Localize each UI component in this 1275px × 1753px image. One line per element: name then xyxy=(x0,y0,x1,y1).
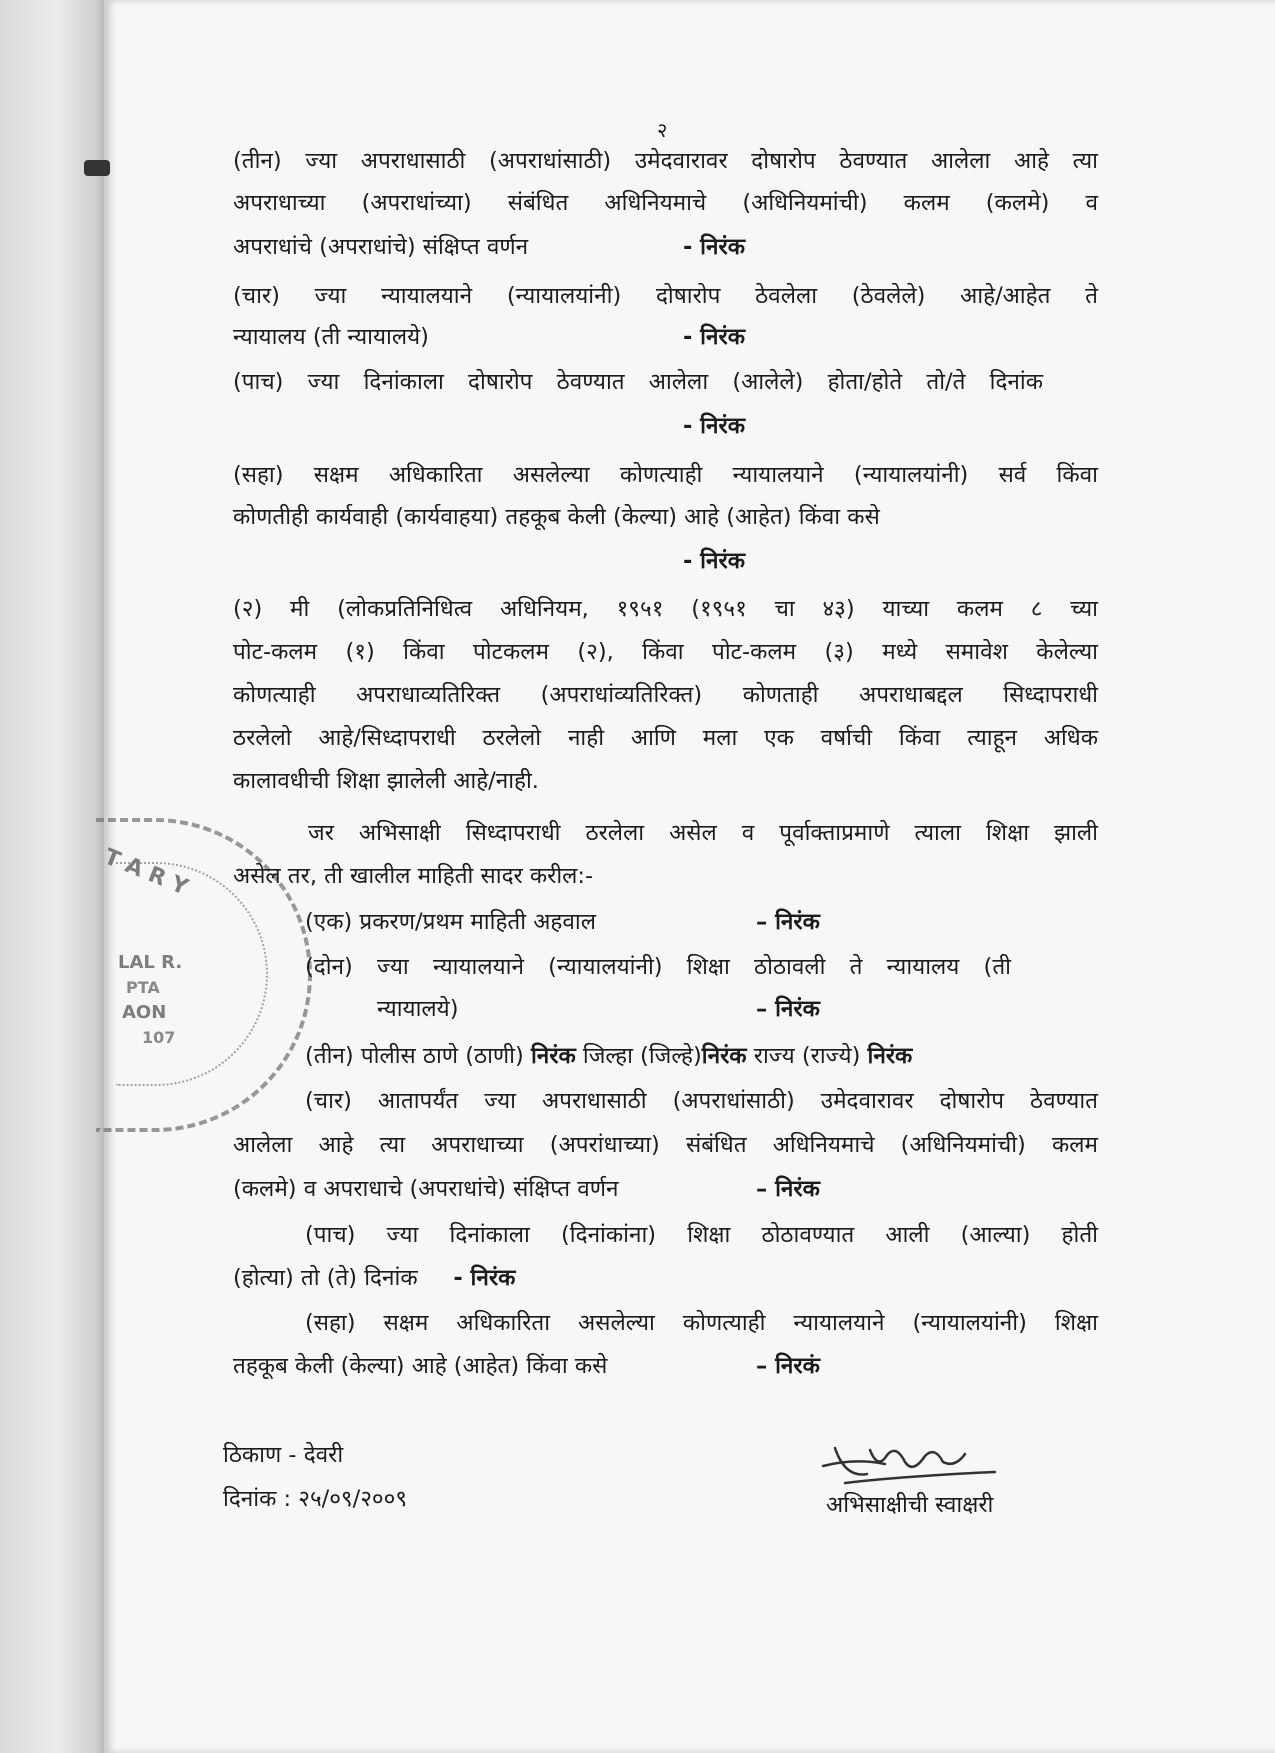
stamp-text-3: AON xyxy=(122,1002,167,1023)
nil-value: निरंक xyxy=(530,1043,576,1069)
text-line: (चार) आतापर्यंत ज्या अपराधासाठी (अपराधांसाठी) उमेदवारावर दोषारोप ठेवण्यात xyxy=(305,1088,1098,1114)
text-line xyxy=(233,1260,515,1296)
text-line: कोणत्याही अपराधाव्यतिरिक्त (अपराधांव्यतिरिक्त) कोणताही अपराधाबद्दल सिध्दापराधी xyxy=(233,682,1098,708)
place-line: ठिकाण - देवरी xyxy=(223,1442,344,1468)
text-segment: (तीन) पोलीस ठाणे (ठाणी) xyxy=(305,1043,524,1069)
nil-value: - निरंक xyxy=(683,413,745,439)
text-line: अपराधांचे (अपराधांचे) संक्षिप्त वर्णन xyxy=(233,234,529,260)
text-line: (कलमे) व अपराधाचे (अपराधांचे) संक्षिप्त वर्णन xyxy=(233,1176,619,1202)
page-number: २ xyxy=(657,118,668,142)
text-line: तहकूब केली (केल्या) आहे (आहेत) किंवा कसे xyxy=(233,1353,608,1379)
text-line: न्यायालय (ती न्यायालये) xyxy=(233,324,429,350)
text-line: न्यायालये) xyxy=(377,996,459,1022)
nil-value-last: निरकं xyxy=(775,1353,820,1379)
nil-value: – निरंक xyxy=(756,909,820,935)
stamp-text-4: 107 xyxy=(142,1028,176,1047)
nil-value: निरंक xyxy=(867,1043,913,1069)
binding-hole xyxy=(84,160,110,176)
nil-value: - निरंक xyxy=(683,234,745,260)
text-line: (एक) प्रकरण/प्रथम माहिती अहवाल xyxy=(305,909,596,935)
stamp-text-2: PTA xyxy=(126,978,160,997)
left-page-edge xyxy=(0,0,104,1753)
text-line: कोणतीही कार्यवाही (कार्यवाहया) तहकूब केली (केल्या) आहे (आहेत) किंवा कसे xyxy=(233,504,880,530)
text-line: (सहा) सक्षम अधिकारिता असलेल्या कोणत्याही न्यायालयाने (न्यायालयांनी) सर्व किंवा xyxy=(233,462,1098,488)
stamp-inner-ring xyxy=(116,862,268,1086)
text-line: पोट-कलम (१) किंवा पोटकलम (२), किंवा पोट-कलम (३) मध्ये समावेश केलेल्या xyxy=(233,639,1098,665)
nil-value: निरंक xyxy=(701,1043,747,1069)
date-line: दिनांक : २५/०९/२००९ xyxy=(223,1486,408,1512)
stamp-text-1: LAL R. xyxy=(118,952,183,973)
text-line: (पाच) ज्या दिनांकाला (दिनांकांना) शिक्षा ठोठावण्यात आली (आल्या) होती xyxy=(305,1222,1098,1248)
nil-value: – निरकं xyxy=(756,1353,820,1379)
text-line xyxy=(305,1038,912,1074)
stamp-text-top: T A R Y xyxy=(100,844,192,901)
text-line: (दोन) ज्या न्यायालयाने (न्यायालयांनी) शिक्षा ठोठावली ते न्यायालय (ती xyxy=(305,954,1011,980)
text-line: (चार) ज्या न्यायालयाने (न्यायालयांनी) दोषारोप ठेवलेला (ठेवलेले) आहे/आहेत ते xyxy=(233,283,1098,309)
text-line: आलेला आहे त्या अपराधाच्या (अपरांधाच्या) संबंधित अधिनियमाचे (अधिनियमांची) कलम xyxy=(233,1132,1098,1158)
text-line: (पाच) ज्या दिनांकाला दोषारोप ठेवण्यात आलेला (आलेले) होता/होते तो/ते दिनांक xyxy=(233,369,1043,395)
text-segment: (होत्या) तो (ते) दिनांक xyxy=(233,1265,418,1291)
nil-value: - निरंक xyxy=(683,548,745,574)
text-line: असेल तर, ती खालील माहिती सादर करील:- xyxy=(233,863,594,889)
signature-label: अभिसाक्षीची स्वाक्षरी xyxy=(826,1492,994,1518)
text-segment: जिल्हा (जिल्हे) xyxy=(582,1043,702,1069)
text-line: (२) मी (लोकप्रतिनिधित्व अधिनियम, १९५१ (१९५१ चा ४३) याच्या कलम ८ च्या xyxy=(233,596,1098,622)
nil-value: – निरंक xyxy=(756,1176,820,1202)
text-line: कालावधीची शिक्षा झालेली आहे/नाही. xyxy=(233,768,539,794)
text-line: जर अभिसाक्षी सिध्दापराधी ठरलेला असेल व पूर्वाक्ताप्रमाणे त्याला शिक्षा झाली xyxy=(308,820,1098,846)
text-line: (तीन) ज्या अपराधासाठी (अपराधांसाठी) उमेदवारावर दोषारोप ठेवण्यात आलेला आहे त्या xyxy=(233,148,1098,174)
nil-value: – निरंक xyxy=(756,996,820,1022)
text-line: (सहा) सक्षम अधिकारिता असलेल्या कोणत्याही न्यायालयाने (न्यायालयांनी) शिक्षा xyxy=(305,1310,1098,1336)
text-segment: राज्य (राज्ये) xyxy=(753,1043,861,1069)
nil-value: - निरंक xyxy=(683,324,745,350)
nil-value: - निरंक xyxy=(453,1265,516,1291)
text-line: अपराधाच्या (अपराधांच्या) संबंधित अधिनियमाचे (अधिनियमांची) कलम (कलमे) व xyxy=(233,190,1098,216)
text-line: ठरलेलो आहे/सिध्दापराधी ठरलेलो नाही आणि मला एक वर्षाची किंवा त्याहून अधिक xyxy=(233,725,1098,751)
